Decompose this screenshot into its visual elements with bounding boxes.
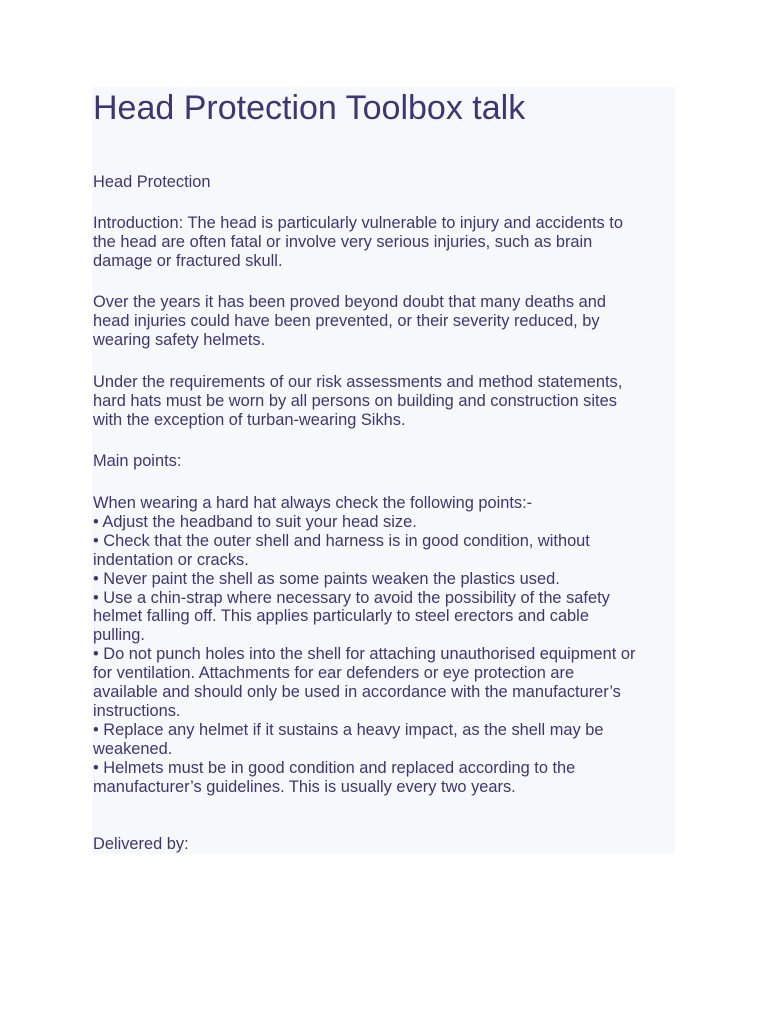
checklist-intro: When wearing a hard hat always check the following points:-	[93, 494, 533, 512]
checklist-continuation: for ventilation. Attachments for ear defenders or eye protection are	[93, 664, 575, 683]
checklist-item: • Never paint the shell as some paints weaken the plastics used.	[93, 569, 560, 588]
main-points-label: Main points:	[93, 452, 182, 470]
safety-evidence-line: wearing safety helmets.	[93, 330, 266, 349]
checklist-continuation: manufacturer’s guidelines. This is usually every two years.	[93, 777, 516, 796]
checklist-continuation: pulling.	[93, 626, 145, 645]
delivered-by-label: Delivered by:	[93, 835, 189, 853]
section-heading: Head Protection	[93, 173, 211, 191]
checklist-continuation: indentation or cracks.	[93, 550, 249, 569]
document-title: Head Protection Toolbox talk	[93, 89, 526, 127]
checklist-item: • Do not punch holes into the shell for attaching unauthorised equipment or	[93, 645, 636, 664]
hard-hat-checklist	[93, 494, 673, 797]
requirements-line: Under the requirements of our risk assessments and method statements,	[93, 373, 623, 391]
checklist-item: • Replace any helmet if it sustains a heavy impact, as the shell may be	[93, 720, 604, 739]
safety-evidence-line: Over the years it has been proved beyond doubt that many deaths and	[93, 293, 606, 311]
safety-evidence-line: head injuries could have been prevented, or their severity reduced, by	[93, 311, 600, 330]
introduction-line: Introduction: The head is particularly vulnerable to injury and accidents to	[93, 214, 623, 232]
checklist-continuation: helmet falling off. This applies particularly to steel erectors and cable	[93, 607, 589, 626]
introduction-paragraph	[93, 214, 673, 271]
requirements-line: hard hats must be worn by all persons on building and construction sites	[93, 391, 617, 410]
safety-evidence-paragraph	[93, 293, 673, 350]
requirements-line: with the exception of turban-wearing Sikhs.	[93, 410, 406, 429]
checklist-item: • Check that the outer shell and harness is in good condition, without	[93, 531, 590, 550]
checklist-item: • Helmets must be in good condition and replaced according to the	[93, 758, 576, 777]
checklist-continuation: instructions.	[93, 701, 181, 720]
introduction-line: the head are often fatal or involve very serious injuries, such as brain	[93, 232, 593, 251]
checklist-item: • Use a chin-strap where necessary to avoid the possibility of the safety	[93, 588, 610, 607]
requirements-paragraph	[93, 373, 673, 430]
introduction-line: damage or fractured skull.	[93, 251, 283, 270]
checklist-continuation: available and should only be used in accordance with the manufacturer’s	[93, 683, 621, 702]
checklist-item: • Adjust the headband to suit your head size.	[93, 512, 417, 531]
checklist-continuation: weakened.	[93, 739, 173, 758]
